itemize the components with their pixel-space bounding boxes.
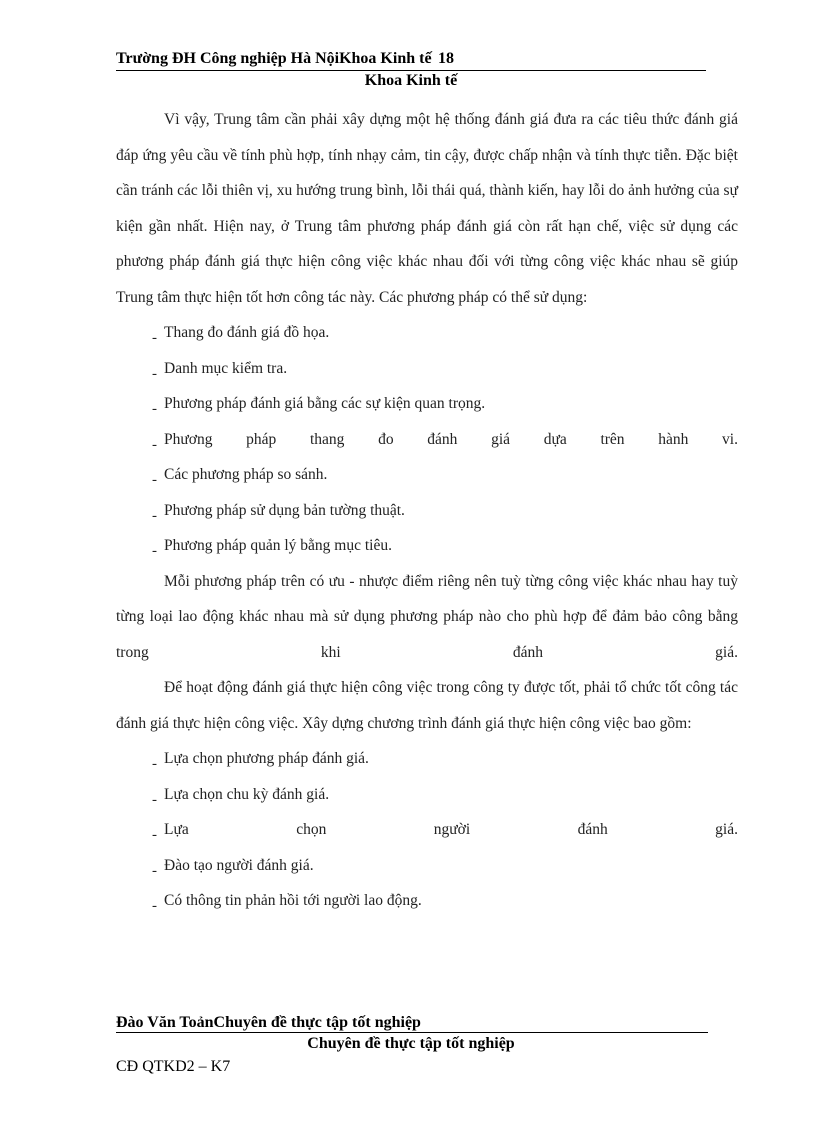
program-text: Lựa chọn phương pháp đánh giá. [164, 750, 369, 767]
list-item-program [116, 848, 738, 884]
bullet-dash: - [152, 436, 157, 453]
bullet-dash: - [152, 543, 157, 559]
method-text: Phương pháp đánh giá bằng các sự kiện quan trọng. [164, 395, 486, 412]
bullet-dash: - [152, 472, 157, 488]
header-page-number: 18 [438, 50, 454, 67]
paragraph-intro: Vì vậy, Trung tâm cần phải xây dựng một hệ thống đánh giá đưa ra các tiêu thức đánh giá đáp ứng yêu cầu về tính phù hợp, tính nhạy cảm, tin cậy, được chấp nhận và tính thực tiễn. Đặc biệt cần tránh các lỗi thiên vị, xu hướng trung bình, lỗi thái quá, thành kiến, hay lỗi do ảnh hưởng của sự kiện gần nhất. Hiện nay, ở Trung tâm phương pháp đánh giá còn rất hạn chế, việc sử dụng các phương pháp đánh giá thực hiện công việc khác nhau đối với từng công việc khác nhau sẽ giúp Trung tâm thực hiện tốt hơn công tác này. Các phương pháp có thể sử dụng: [116, 111, 738, 306]
page-header [116, 50, 706, 71]
list-item-method [116, 351, 738, 387]
bullet-dash: - [152, 827, 157, 843]
list-item-method [116, 493, 738, 529]
list-item-method [116, 457, 738, 493]
list-item-program [116, 883, 738, 919]
bullet-dash: - [152, 507, 157, 524]
bullet-dash: - [152, 401, 157, 417]
list-item-program [116, 741, 738, 777]
method-text: Phương pháp sử dụng bản tường thuật. [164, 501, 405, 519]
method-text: Phương pháp quản lý bằng mục tiêu. [164, 537, 392, 554]
method-text: Các phương pháp so sánh. [164, 466, 328, 483]
paragraph-program: Để hoạt động đánh giá thực hiện công việc trong công ty được tốt, phải tổ chức tốt công tác đánh giá thực hiện công việc. Xây dựng chương trình đánh giá thực hiện công việc bao gồm: [116, 679, 738, 732]
program-text: Lựa chọn người đánh giá. [164, 821, 738, 838]
document-body [116, 102, 738, 919]
program-text: Đào tạo người đánh giá. [164, 856, 314, 874]
page-footer [116, 1014, 708, 1033]
paragraph-pros-cons: Mỗi phương pháp trên có ưu - nhược điểm riêng nên tuỳ từng công việc khác nhau hay tuỳ từng loại lao động khác nhau mà sử dụng phương pháp nào cho phù hợp để đảm bảo công bằng trong khi đánh giá. [116, 572, 738, 661]
bullet-dash: - [152, 791, 157, 808]
list-item-program [116, 777, 738, 813]
method-text: Danh mục kiểm tra. [164, 359, 288, 377]
header-faculty-title: Khoa Kinh tế [364, 72, 458, 89]
bullet-dash: - [152, 365, 157, 382]
header-school-text: Trường ĐH Công nghiệp Hà NộiKhoa Kinh tế [116, 50, 432, 67]
list-item-method [116, 422, 738, 458]
list-item-method [116, 315, 738, 351]
bullet-dash: - [152, 862, 157, 879]
program-text: Lựa chọn chu kỳ đánh giá. [164, 785, 330, 803]
program-text: Có thông tin phản hồi tới người lao động. [164, 892, 422, 909]
footer-report-title: Chuyên đề thực tập tốt nghiệp [307, 1035, 515, 1052]
method-text: Phương pháp thang đo đánh giá dựa trên hành vi. [164, 430, 738, 448]
list-item-program [116, 812, 738, 848]
list-item-method [116, 386, 738, 422]
footer-class-code: CĐ QTKD2 – K7 [116, 1058, 231, 1075]
bullet-dash: - [152, 330, 157, 346]
bullet-dash: - [152, 898, 157, 914]
bullet-dash: - [152, 756, 157, 772]
footer-author-text: Đào Văn ToảnChuyên đề thực tập tốt nghiệp [116, 1014, 421, 1031]
method-text: Thang đo đánh giá đồ họa. [164, 324, 330, 341]
list-item-method [116, 528, 738, 564]
